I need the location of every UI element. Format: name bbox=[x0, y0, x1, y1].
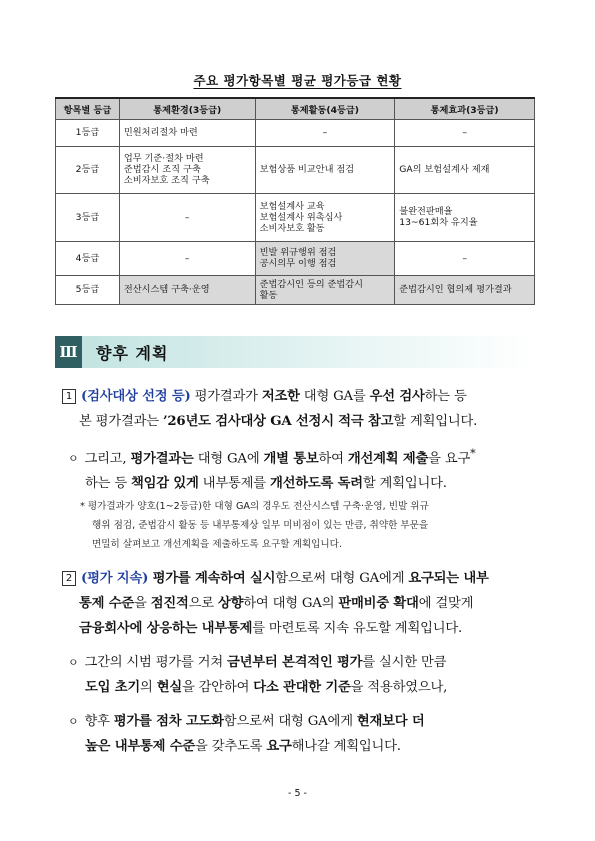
sub-item-3-line-2: 높은 내부통제 수준을 갖추도록 요구해나갈 계획입니다. bbox=[85, 739, 401, 754]
footnote-marker: * bbox=[470, 447, 476, 460]
item-1-line-1: 1 (검사대상 선정 등) 평가결과가 저조한 대형 GA를 우선 검사하는 등 bbox=[62, 384, 542, 409]
bullet-circle: ㅇ bbox=[68, 452, 79, 466]
footnote: * 평가결과가 양호(1~2등급)한 대형 GA의 경우도 전산시스템 구축·운영, 빈발 위규 행위 점검, 준법감시 활동 등 내부통제상 일부 미비점이 있는 만큼, 취약한 부문을 면밀히 살펴보고 개선계획을 제출하도록 요구할 계획입니다. bbox=[80, 501, 429, 550]
eff-cell: 불완전판매율 13~61회차 유지율 bbox=[395, 193, 535, 241]
eff-cell: GA의 보험설계사 제재 bbox=[395, 146, 535, 193]
env-cell: 전산시스템 구축·운영 bbox=[119, 275, 255, 304]
act-cell: 준법감시인 등의 준법감시 활동 bbox=[255, 275, 395, 304]
section-title: 향후 계획 bbox=[96, 343, 169, 363]
grade-cell: 3등급 bbox=[56, 193, 120, 241]
header-control-effect: 통제효과(3등급) bbox=[395, 98, 535, 119]
env-cell: – bbox=[119, 241, 255, 275]
sub-item-1-line-2: 하는 등 책임감 있게 내부통제를 개선하도록 독려할 계획입니다. bbox=[85, 476, 447, 492]
sub-item-3-line-1: ㅇ 향후 평가를 점차 고도화함으로써 대형 GA에게 현재보다 더 bbox=[68, 714, 425, 729]
sub-item-1-line-1: ㅇ 그리고, 평가결과는 대형 GA에 개별 통보하여 개선계획 제출을 요구* bbox=[68, 447, 476, 467]
item-number-box: 2 bbox=[62, 571, 76, 586]
section-number: Ⅲ bbox=[55, 336, 82, 368]
item-2-line-1: 2 (평가 지속) 평가를 계속하여 실시함으로써 대형 GA에게 요구되는 내부 bbox=[62, 566, 542, 591]
bullet-circle: ㅇ bbox=[68, 656, 79, 669]
header-control-activity: 통제활동(4등급) bbox=[255, 98, 395, 119]
act-cell: 빈발 위규행위 점검 공시의무 이행 점검 bbox=[255, 241, 395, 275]
act-cell: 보험설계사 교육 보험설계사 위촉심사 소비자보호 활동 bbox=[255, 193, 395, 241]
sub-item-2-line-2: 도입 초기의 현실을 감안하여 다소 관대한 기준을 적용하였으나, bbox=[85, 680, 448, 695]
item-2-line-2: 통제 수준을 점진적으로 상향하여 대형 GA의 판매비중 확대에 걸맞게 bbox=[79, 596, 474, 611]
page-number: - 5 - bbox=[288, 788, 307, 799]
item-2-line-3: 금융회사에 상응하는 내부통제를 마련토록 지속 유도할 계획입니다. bbox=[79, 621, 463, 636]
table-row bbox=[56, 275, 535, 304]
table-header-row bbox=[56, 98, 535, 119]
bullet-circle: ㅇ bbox=[68, 715, 79, 728]
env-cell: 민원처리절차 마련 bbox=[119, 119, 255, 146]
table-row bbox=[56, 241, 535, 275]
env-cell: – bbox=[119, 193, 255, 241]
grade-cell: 2등급 bbox=[56, 146, 120, 193]
table-row bbox=[56, 193, 535, 241]
table-row bbox=[56, 119, 535, 146]
table-title: 주요 평가항목별 평균 평가등급 현황 bbox=[193, 73, 402, 88]
env-cell: 업무 기준·절차 마련 준법감시 조직 구축 소비자보호 조직 구축 bbox=[119, 146, 255, 193]
grade-cell: 1등급 bbox=[56, 119, 120, 146]
act-cell: 보험상품 비교안내 점검 bbox=[255, 146, 395, 193]
grade-table bbox=[55, 97, 535, 305]
grade-cell: 4등급 bbox=[56, 241, 120, 275]
header-grade: 항목별 등급 bbox=[56, 98, 120, 119]
item-2 bbox=[62, 566, 542, 641]
sub-item-3 bbox=[68, 709, 543, 759]
item-number-box: 1 bbox=[62, 389, 76, 404]
eff-cell: – bbox=[395, 119, 535, 146]
sub-item-2-line-1: ㅇ 그간의 시범 평가를 거쳐 금년부터 본격적인 평가를 실시한 만큼 bbox=[68, 655, 447, 670]
eff-cell: – bbox=[395, 241, 535, 275]
item-1-line-2: 본 평가결과는 ’26년도 검사대상 GA 선정시 적극 참고할 계획입니다. bbox=[79, 414, 478, 429]
table-row bbox=[56, 146, 535, 193]
item-1 bbox=[62, 384, 542, 434]
section-header bbox=[55, 336, 535, 368]
header-control-environment: 통제환경(3등급) bbox=[119, 98, 255, 119]
eff-cell: 준법감시인 협의제 평가결과 bbox=[395, 275, 535, 304]
act-cell: – bbox=[255, 119, 395, 146]
sub-item-1 bbox=[68, 441, 543, 496]
grade-cell: 5등급 bbox=[56, 275, 120, 304]
sub-item-2 bbox=[68, 650, 543, 700]
